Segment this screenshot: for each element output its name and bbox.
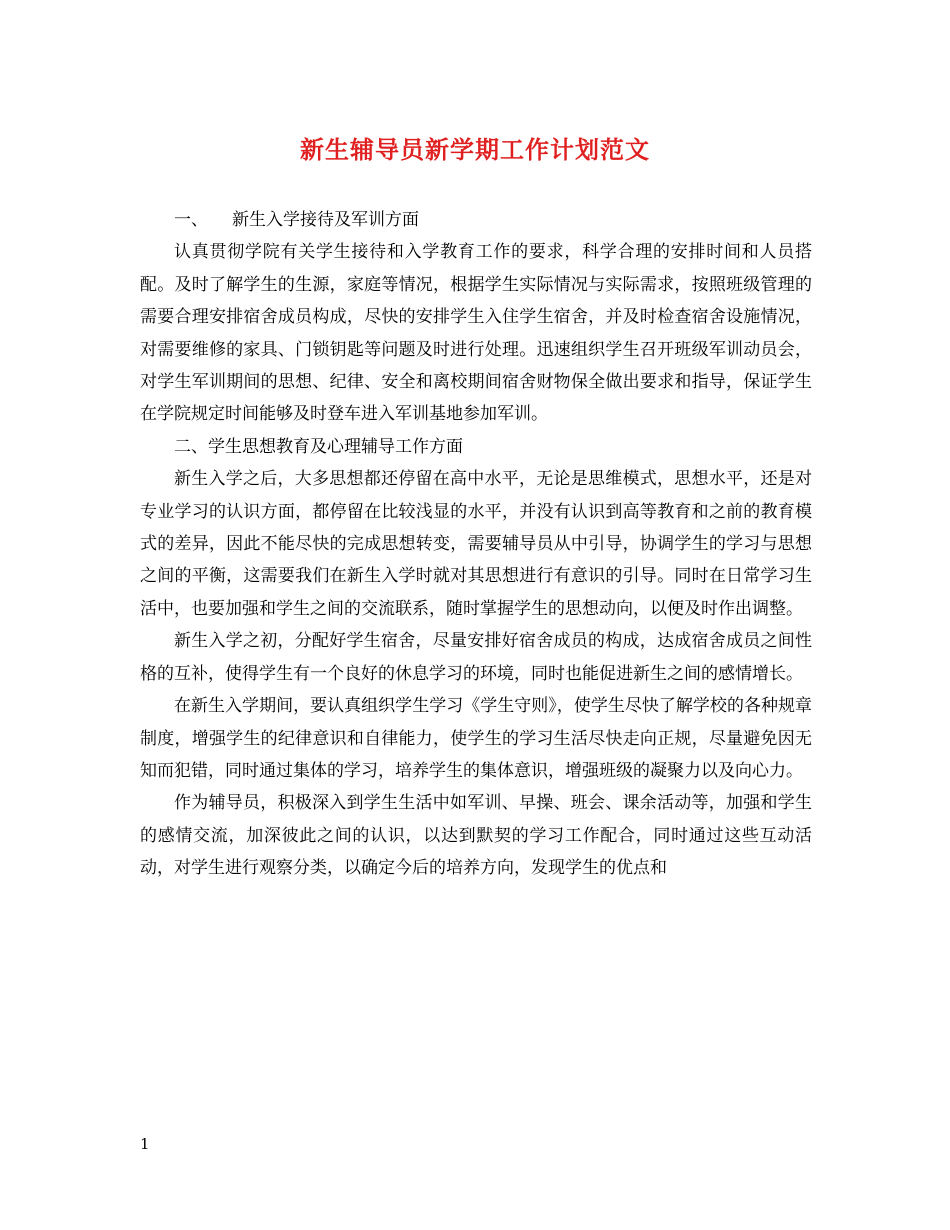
paragraph: 新生入学之初，分配好学生宿舍，尽量安排好宿舍成员的构成，达成宿舍成员之间性格的互补，使得学生有一个良好的休息学习的环境，同时也能促进新生之间的感情增长。 [140,631,812,684]
page-number: 1 [140,1135,150,1153]
paragraph: 作为辅导员，积极深入到学生生活中如军训、早操、班会、课余活动等，加强和学生的感情交流，加深彼此之间的认识，以达到默契的学习工作配合，同时通过这些互动活动，对学生进行观察分类，以确定今后的培养方向，发现学生的优点和 [140,793,812,879]
paragraph: 认真贯彻学院有关学生接待和入学教育工作的要求，科学合理的安排时间和人员搭配。及时了解学生的生源，家庭等情况，根据学生实际情况与实际需求，按照班级管理的需要合理安排宿舍成员构成，尽快的安排学生入住学生宿舍，并及时检查宿舍设施情况，对需要维修的家具、门锁钥匙等问题及时进行处理。迅速组织学生召开班级军训动员会，对学生军训期间的思想、纪律、安全和离校期间宿舍财物保全做出要求和指导，保证学生在学院规定时间能够及时登车进入军训基地参加军训。 [140,242,812,425]
section-heading-text: 二、学生思想教育及心理辅导工作方面 [174,436,463,457]
section-heading-text: 新生入学接待及军训方面 [232,210,419,230]
paragraph: 在新生入学期间，要认真组织学生学习《学生守则》，使学生尽快了解学校的各种规章制度，增强学生的纪律意识和自律能力，使学生的学习生活尽快走向正规，尽量避免因无知而犯错，同时通过集体的学习，培养学生的集体意识，增强班级的凝聚力以及向心力。 [140,696,812,781]
section-heading-number: 一、 [174,210,208,230]
section-heading-2 [140,431,812,463]
paragraph: 新生入学之后，大多思想都还停留在高中水平，无论是思维模式，思想水平，还是对专业学习的认识方面，都停留在比较浅显的水平，并没有认识到高等教育和之前的教育模式的差异，因此不能尽快的完成思想转变，需要辅导员从中引导，协调学生的学习与思想之间的平衡，这需要我们在新生入学时就对其思想进行有意识的引导。同时在日常学习生活中，也要加强和学生之间的交流联系，随时掌握学生的思想动向，以便及时作出调整。 [140,469,812,619]
section-heading-1 [140,204,812,236]
document-body [140,204,812,885]
page-title: 新生辅导员新学期工作计划范文 [300,135,650,164]
